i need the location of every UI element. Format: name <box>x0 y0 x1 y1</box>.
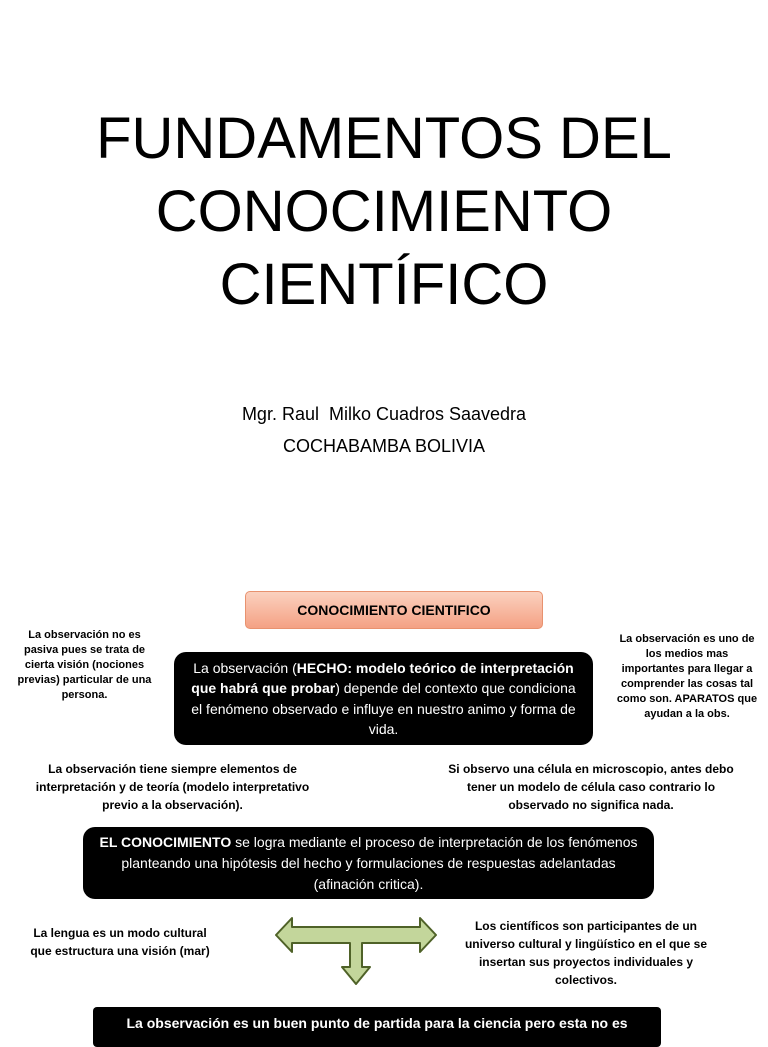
knowledge-text <box>95 832 642 895</box>
slide-title <box>40 102 728 321</box>
observation-text <box>188 658 579 740</box>
location: COCHABAMBA BOLIVIA <box>282 436 486 456</box>
knowledge-box <box>83 827 654 899</box>
note-mid-right: Si observo una célula en microscopio, antes debo tener un modelo de célula caso contrario lo observado no significa nada. <box>448 762 734 812</box>
observation-text-pre: La observación ( <box>193 659 297 676</box>
title-line-3: CIENTÍFICO <box>219 252 549 317</box>
note-bottom-left: La lengua es un modo cultural que estructura una visión (mar) <box>30 926 210 958</box>
knowledge-text-bold: EL CONOCIMIENTO <box>99 833 232 850</box>
note-top-left: La observación no es pasiva pues se trata de cierta visión (nociones previas) particular de una persona. <box>17 629 152 701</box>
knowledge-text-rest: se logra mediante el proceso de interpretación de los fenómenos planteando una hipótesis del hecho y formulaciones de respuestas adelantadas (afinación critica). <box>121 833 638 892</box>
arrow-shape <box>276 918 436 984</box>
title-line-1: FUNDAMENTOS DEL <box>96 106 672 171</box>
three-way-arrow-icon <box>270 912 442 988</box>
bottom-box-text: La observación es un buen punto de partida para la ciencia pero esta no es <box>126 1015 628 1031</box>
slide-subtitle <box>100 398 668 462</box>
title-line-2: CONOCIMIENTO <box>155 179 613 244</box>
note-mid-left: La observación tiene siempre elementos de interpretación y de teoría (modelo interpretativo previo a la observación). <box>35 762 310 812</box>
note-top-right: La observación es uno de los medios mas importantes para llegar a comprender las cosas tal como son. APARATOS que ayudan a la obs. <box>616 633 758 720</box>
note-bottom-right: Los científicos son participantes de un universo cultural y lingüístico en el que se insertan sus proyectos individuales y colectivos. <box>464 919 708 987</box>
observation-text-bold: HECHO: modelo teórico de interpretación que habrá que probar <box>191 659 574 696</box>
observation-box <box>174 652 593 745</box>
header-label: CONOCIMIENTO CIENTIFICO <box>297 602 491 618</box>
header-box <box>245 591 543 629</box>
observation-text-post: ) depende del contexto que condiciona el fenómeno observado e influye en nuestro animo y forma de vida. <box>191 680 576 737</box>
author-name: Mgr. Raul Milko Cuadros Saavedra <box>241 404 527 424</box>
bottom-box <box>93 1007 661 1047</box>
